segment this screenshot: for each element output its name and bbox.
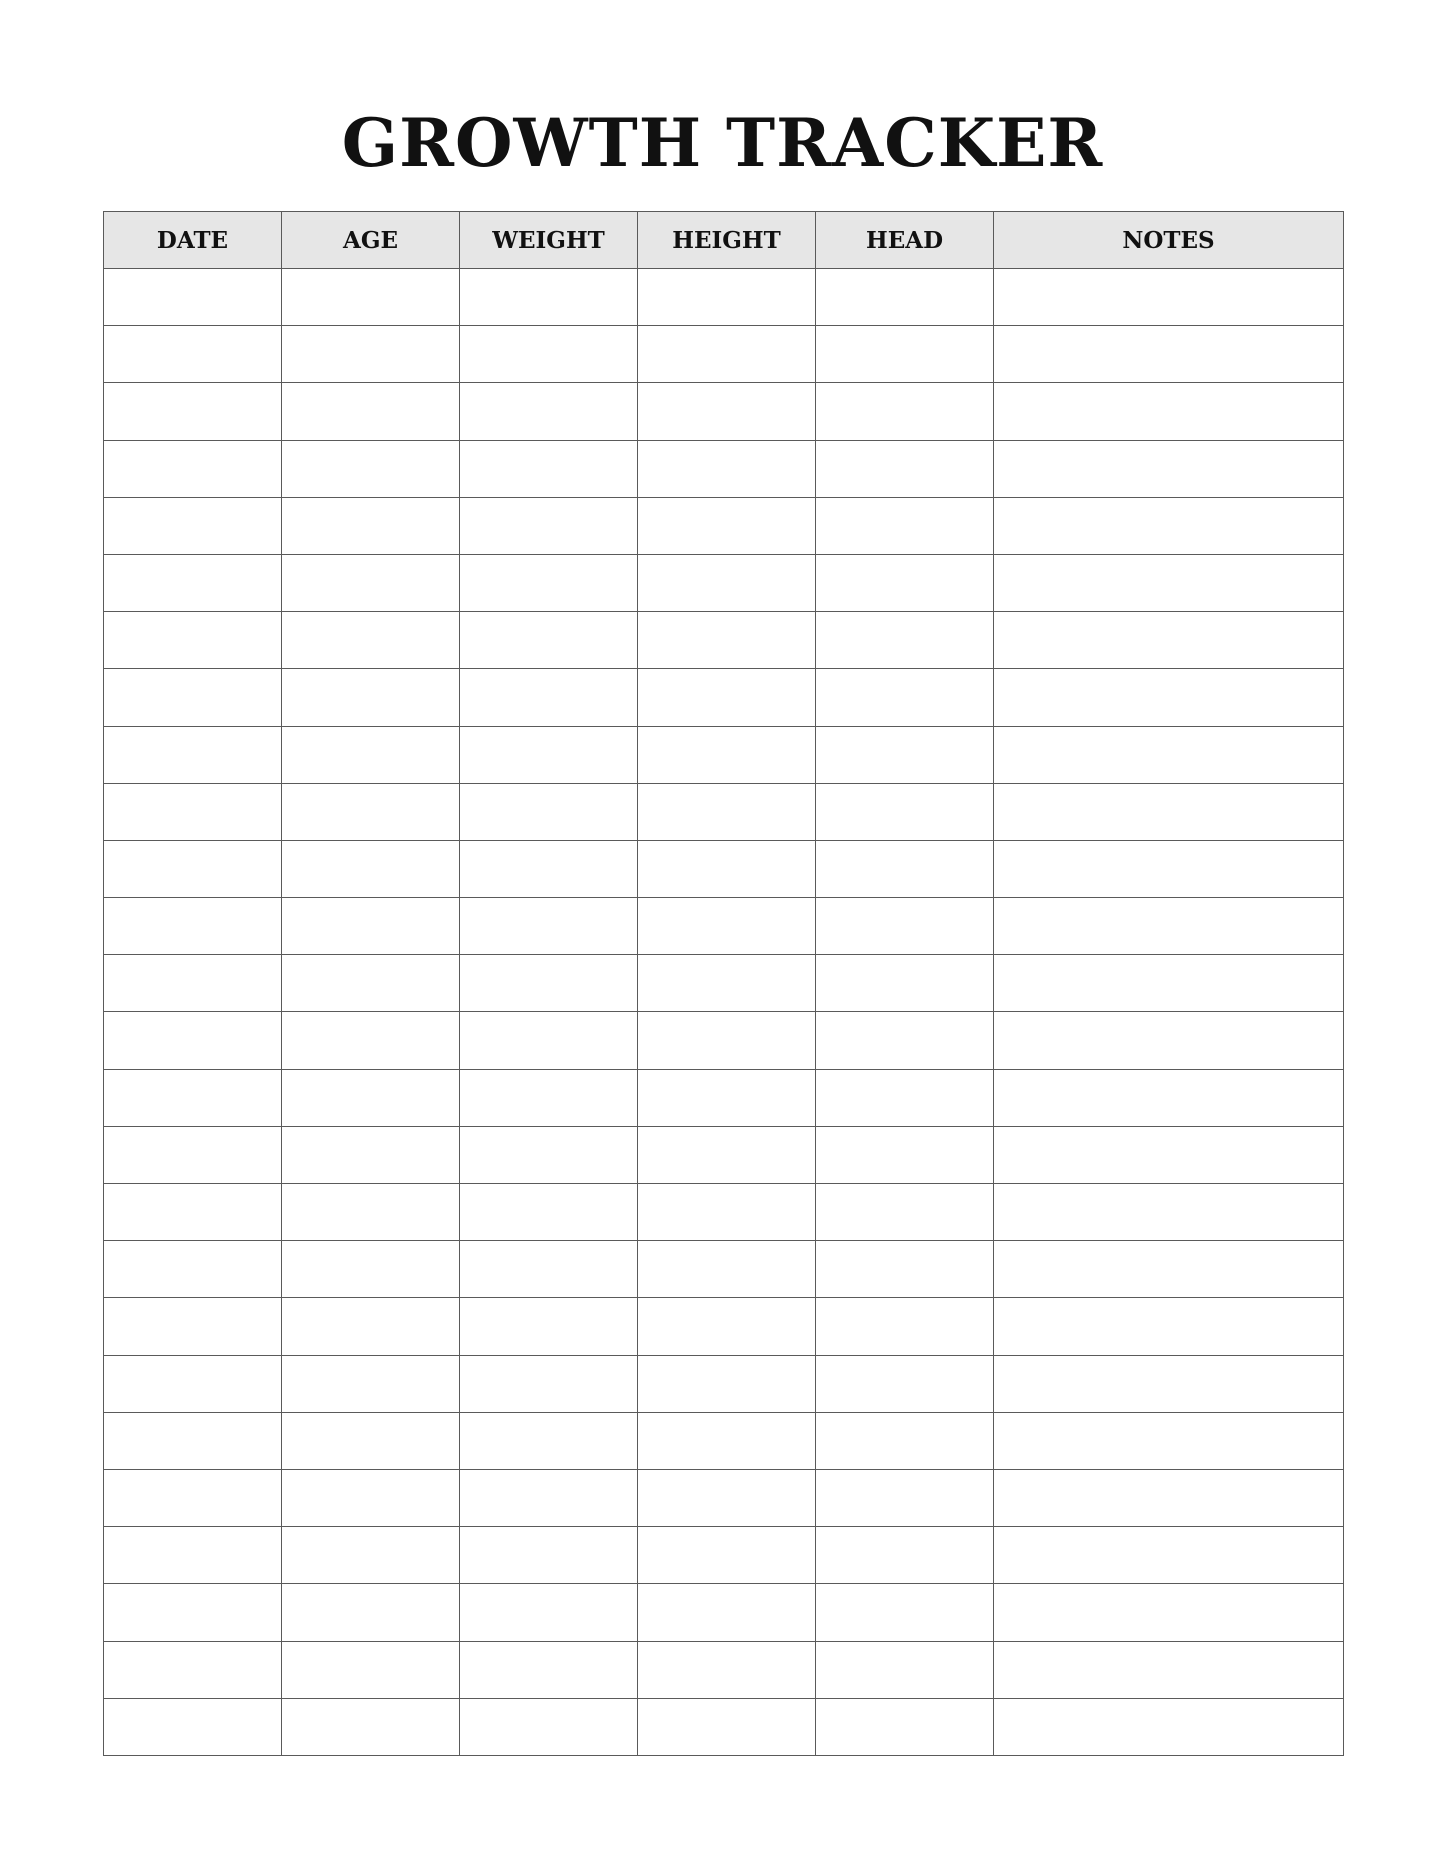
table-cell-age[interactable] <box>282 497 460 554</box>
table-cell-height[interactable] <box>638 1412 816 1469</box>
table-row <box>104 554 1344 611</box>
table-cell-weight[interactable] <box>460 1527 638 1584</box>
table-cell-notes[interactable] <box>994 1527 1344 1584</box>
table-cell-head[interactable] <box>816 554 994 611</box>
table-row <box>104 440 1344 497</box>
table-cell-notes[interactable] <box>994 1355 1344 1412</box>
table-cell-height[interactable] <box>638 1527 816 1584</box>
table-cell-weight[interactable] <box>460 783 638 840</box>
table-cell-height[interactable] <box>638 840 816 897</box>
table-cell-weight[interactable] <box>460 669 638 726</box>
table-cell-weight[interactable] <box>460 269 638 326</box>
table-cell-age[interactable] <box>282 669 460 726</box>
table-cell-weight[interactable] <box>460 1298 638 1355</box>
table-cell-age[interactable] <box>282 554 460 611</box>
table-cell-date[interactable] <box>104 1698 282 1755</box>
table-cell-weight[interactable] <box>460 1069 638 1126</box>
table-cell-notes[interactable] <box>994 1584 1344 1641</box>
table-cell-head[interactable] <box>816 726 994 783</box>
table-cell-notes[interactable] <box>994 669 1344 726</box>
table-cell-head[interactable] <box>816 955 994 1012</box>
table-row <box>104 1469 1344 1526</box>
table-cell-weight[interactable] <box>460 1184 638 1241</box>
table-cell-height[interactable] <box>638 898 816 955</box>
table-cell-date[interactable] <box>104 840 282 897</box>
table-cell-head[interactable] <box>816 1527 994 1584</box>
table-cell-age[interactable] <box>282 1698 460 1755</box>
table-cell-notes[interactable] <box>994 612 1344 669</box>
table-cell-date[interactable] <box>104 497 282 554</box>
table-cell-date[interactable] <box>104 440 282 497</box>
column-header-date: DATE <box>104 212 282 269</box>
table-row <box>104 1012 1344 1069</box>
table-cell-date[interactable] <box>104 1184 282 1241</box>
table-cell-date[interactable] <box>104 326 282 383</box>
table-cell-head[interactable] <box>816 1126 994 1183</box>
table-cell-weight[interactable] <box>460 326 638 383</box>
table-cell-notes[interactable] <box>994 1126 1344 1183</box>
table-cell-height[interactable] <box>638 383 816 440</box>
table-row <box>104 1069 1344 1126</box>
table-cell-head[interactable] <box>816 1012 994 1069</box>
page-title: GROWTH TRACKER <box>341 104 1104 182</box>
table-cell-date[interactable] <box>104 1298 282 1355</box>
table-cell-age[interactable] <box>282 955 460 1012</box>
table-cell-date[interactable] <box>104 1241 282 1298</box>
table-cell-age[interactable] <box>282 1527 460 1584</box>
table-cell-head[interactable] <box>816 440 994 497</box>
table-cell-head[interactable] <box>816 1184 994 1241</box>
table-row <box>104 840 1344 897</box>
table-cell-age[interactable] <box>282 269 460 326</box>
table-cell-height[interactable] <box>638 1126 816 1183</box>
table-cell-head[interactable] <box>816 383 994 440</box>
table-cell-head[interactable] <box>816 326 994 383</box>
table-row <box>104 783 1344 840</box>
table-cell-height[interactable] <box>638 440 816 497</box>
table-cell-height[interactable] <box>638 612 816 669</box>
table-cell-notes[interactable] <box>994 383 1344 440</box>
table-cell-weight[interactable] <box>460 383 638 440</box>
table-cell-head[interactable] <box>816 612 994 669</box>
table-cell-height[interactable] <box>638 1584 816 1641</box>
table-cell-notes[interactable] <box>994 1298 1344 1355</box>
column-header-notes: NOTES <box>994 212 1344 269</box>
table-cell-age[interactable] <box>282 1012 460 1069</box>
table-cell-head[interactable] <box>816 783 994 840</box>
table-row <box>104 1698 1344 1755</box>
table-cell-weight[interactable] <box>460 612 638 669</box>
table-cell-notes[interactable] <box>994 269 1344 326</box>
table-row <box>104 1412 1344 1469</box>
table-cell-notes[interactable] <box>994 955 1344 1012</box>
table-cell-date[interactable] <box>104 1412 282 1469</box>
table-cell-head[interactable] <box>816 1241 994 1298</box>
table-cell-age[interactable] <box>282 840 460 897</box>
table-cell-age[interactable] <box>282 1584 460 1641</box>
column-header-head: HEAD <box>816 212 994 269</box>
table-cell-date[interactable] <box>104 1069 282 1126</box>
table-cell-date[interactable] <box>104 1126 282 1183</box>
column-header-height: HEIGHT <box>638 212 816 269</box>
table-cell-head[interactable] <box>816 840 994 897</box>
table-cell-age[interactable] <box>282 1469 460 1526</box>
table-cell-head[interactable] <box>816 1584 994 1641</box>
table-cell-date[interactable] <box>104 1469 282 1526</box>
table-cell-height[interactable] <box>638 1069 816 1126</box>
table-cell-weight[interactable] <box>460 840 638 897</box>
table-cell-date[interactable] <box>104 1355 282 1412</box>
table-cell-head[interactable] <box>816 1698 994 1755</box>
table-cell-age[interactable] <box>282 1641 460 1698</box>
table-row <box>104 326 1344 383</box>
table-cell-weight[interactable] <box>460 1641 638 1698</box>
table-cell-head[interactable] <box>816 898 994 955</box>
table-cell-weight[interactable] <box>460 898 638 955</box>
table-cell-weight[interactable] <box>460 554 638 611</box>
table-cell-weight[interactable] <box>460 1469 638 1526</box>
table-cell-notes[interactable] <box>994 1412 1344 1469</box>
table-cell-age[interactable] <box>282 612 460 669</box>
table-cell-notes[interactable] <box>994 1184 1344 1241</box>
table-cell-date[interactable] <box>104 1012 282 1069</box>
column-header-age: AGE <box>282 212 460 269</box>
table-row <box>104 1355 1344 1412</box>
table-cell-age[interactable] <box>282 1184 460 1241</box>
table-cell-weight[interactable] <box>460 1412 638 1469</box>
table-cell-date[interactable] <box>104 898 282 955</box>
table-cell-age[interactable] <box>282 783 460 840</box>
table-cell-weight[interactable] <box>460 955 638 1012</box>
table-row <box>104 955 1344 1012</box>
table-cell-notes[interactable] <box>994 497 1344 554</box>
table-cell-age[interactable] <box>282 898 460 955</box>
growth-tracker-table <box>103 211 1344 1756</box>
table-cell-notes[interactable] <box>994 783 1344 840</box>
table-cell-age[interactable] <box>282 326 460 383</box>
table-cell-notes[interactable] <box>994 1012 1344 1069</box>
table-cell-height[interactable] <box>638 1469 816 1526</box>
table-cell-age[interactable] <box>282 1069 460 1126</box>
table-cell-date[interactable] <box>104 554 282 611</box>
table-row <box>104 1298 1344 1355</box>
table-row <box>104 726 1344 783</box>
table-cell-weight[interactable] <box>460 1126 638 1183</box>
table-cell-notes[interactable] <box>994 1641 1344 1698</box>
table-cell-head[interactable] <box>816 669 994 726</box>
table-cell-notes[interactable] <box>994 898 1344 955</box>
table-cell-date[interactable] <box>104 1584 282 1641</box>
table-cell-head[interactable] <box>816 1298 994 1355</box>
table-cell-notes[interactable] <box>994 326 1344 383</box>
table-cell-weight[interactable] <box>460 440 638 497</box>
table-cell-head[interactable] <box>816 269 994 326</box>
table-body <box>104 269 1344 1756</box>
table-cell-age[interactable] <box>282 1298 460 1355</box>
column-header-weight: WEIGHT <box>460 212 638 269</box>
table-cell-date[interactable] <box>104 669 282 726</box>
table-cell-weight[interactable] <box>460 1355 638 1412</box>
table-cell-notes[interactable] <box>994 554 1344 611</box>
table-cell-age[interactable] <box>282 1241 460 1298</box>
table-cell-height[interactable] <box>638 554 816 611</box>
table-cell-height[interactable] <box>638 669 816 726</box>
table-row <box>104 1126 1344 1183</box>
table-cell-height[interactable] <box>638 726 816 783</box>
table-cell-age[interactable] <box>282 440 460 497</box>
table-cell-date[interactable] <box>104 955 282 1012</box>
table-cell-notes[interactable] <box>994 840 1344 897</box>
table-cell-height[interactable] <box>638 1184 816 1241</box>
table-cell-height[interactable] <box>638 497 816 554</box>
table-cell-height[interactable] <box>638 1012 816 1069</box>
table-cell-head[interactable] <box>816 1355 994 1412</box>
table-row <box>104 383 1344 440</box>
table-cell-head[interactable] <box>816 1641 994 1698</box>
table-row <box>104 1641 1344 1698</box>
table-cell-weight[interactable] <box>460 1698 638 1755</box>
table-cell-height[interactable] <box>638 1641 816 1698</box>
table-cell-notes[interactable] <box>994 726 1344 783</box>
table-cell-head[interactable] <box>816 497 994 554</box>
table-cell-date[interactable] <box>104 1641 282 1698</box>
table-cell-notes[interactable] <box>994 440 1344 497</box>
table-cell-head[interactable] <box>816 1412 994 1469</box>
table-row <box>104 612 1344 669</box>
table-row <box>104 898 1344 955</box>
table-cell-age[interactable] <box>282 1126 460 1183</box>
table-cell-weight[interactable] <box>460 1584 638 1641</box>
table-row <box>104 1584 1344 1641</box>
table-cell-age[interactable] <box>282 1355 460 1412</box>
table-cell-weight[interactable] <box>460 726 638 783</box>
table-cell-height[interactable] <box>638 783 816 840</box>
table-row <box>104 1184 1344 1241</box>
table-cell-date[interactable] <box>104 783 282 840</box>
table-row <box>104 269 1344 326</box>
table-cell-date[interactable] <box>104 269 282 326</box>
table-cell-age[interactable] <box>282 383 460 440</box>
table-cell-age[interactable] <box>282 726 460 783</box>
table-row <box>104 1527 1344 1584</box>
table-cell-notes[interactable] <box>994 1698 1344 1755</box>
table-cell-height[interactable] <box>638 1698 816 1755</box>
table-cell-height[interactable] <box>638 1355 816 1412</box>
table-cell-notes[interactable] <box>994 1469 1344 1526</box>
table-cell-age[interactable] <box>282 1412 460 1469</box>
table-row <box>104 1241 1344 1298</box>
table-cell-date[interactable] <box>104 1527 282 1584</box>
table-cell-date[interactable] <box>104 612 282 669</box>
table-cell-notes[interactable] <box>994 1241 1344 1298</box>
table-cell-height[interactable] <box>638 269 816 326</box>
table-cell-weight[interactable] <box>460 497 638 554</box>
table-cell-notes[interactable] <box>994 1069 1344 1126</box>
table-cell-weight[interactable] <box>460 1012 638 1069</box>
table-cell-height[interactable] <box>638 326 816 383</box>
table-cell-date[interactable] <box>104 383 282 440</box>
table-cell-height[interactable] <box>638 955 816 1012</box>
table-cell-height[interactable] <box>638 1298 816 1355</box>
table-cell-date[interactable] <box>104 726 282 783</box>
table-header-row <box>104 212 1344 269</box>
table-cell-weight[interactable] <box>460 1241 638 1298</box>
table-cell-head[interactable] <box>816 1069 994 1126</box>
table-row <box>104 497 1344 554</box>
table-cell-height[interactable] <box>638 1241 816 1298</box>
table-cell-head[interactable] <box>816 1469 994 1526</box>
table-row <box>104 669 1344 726</box>
